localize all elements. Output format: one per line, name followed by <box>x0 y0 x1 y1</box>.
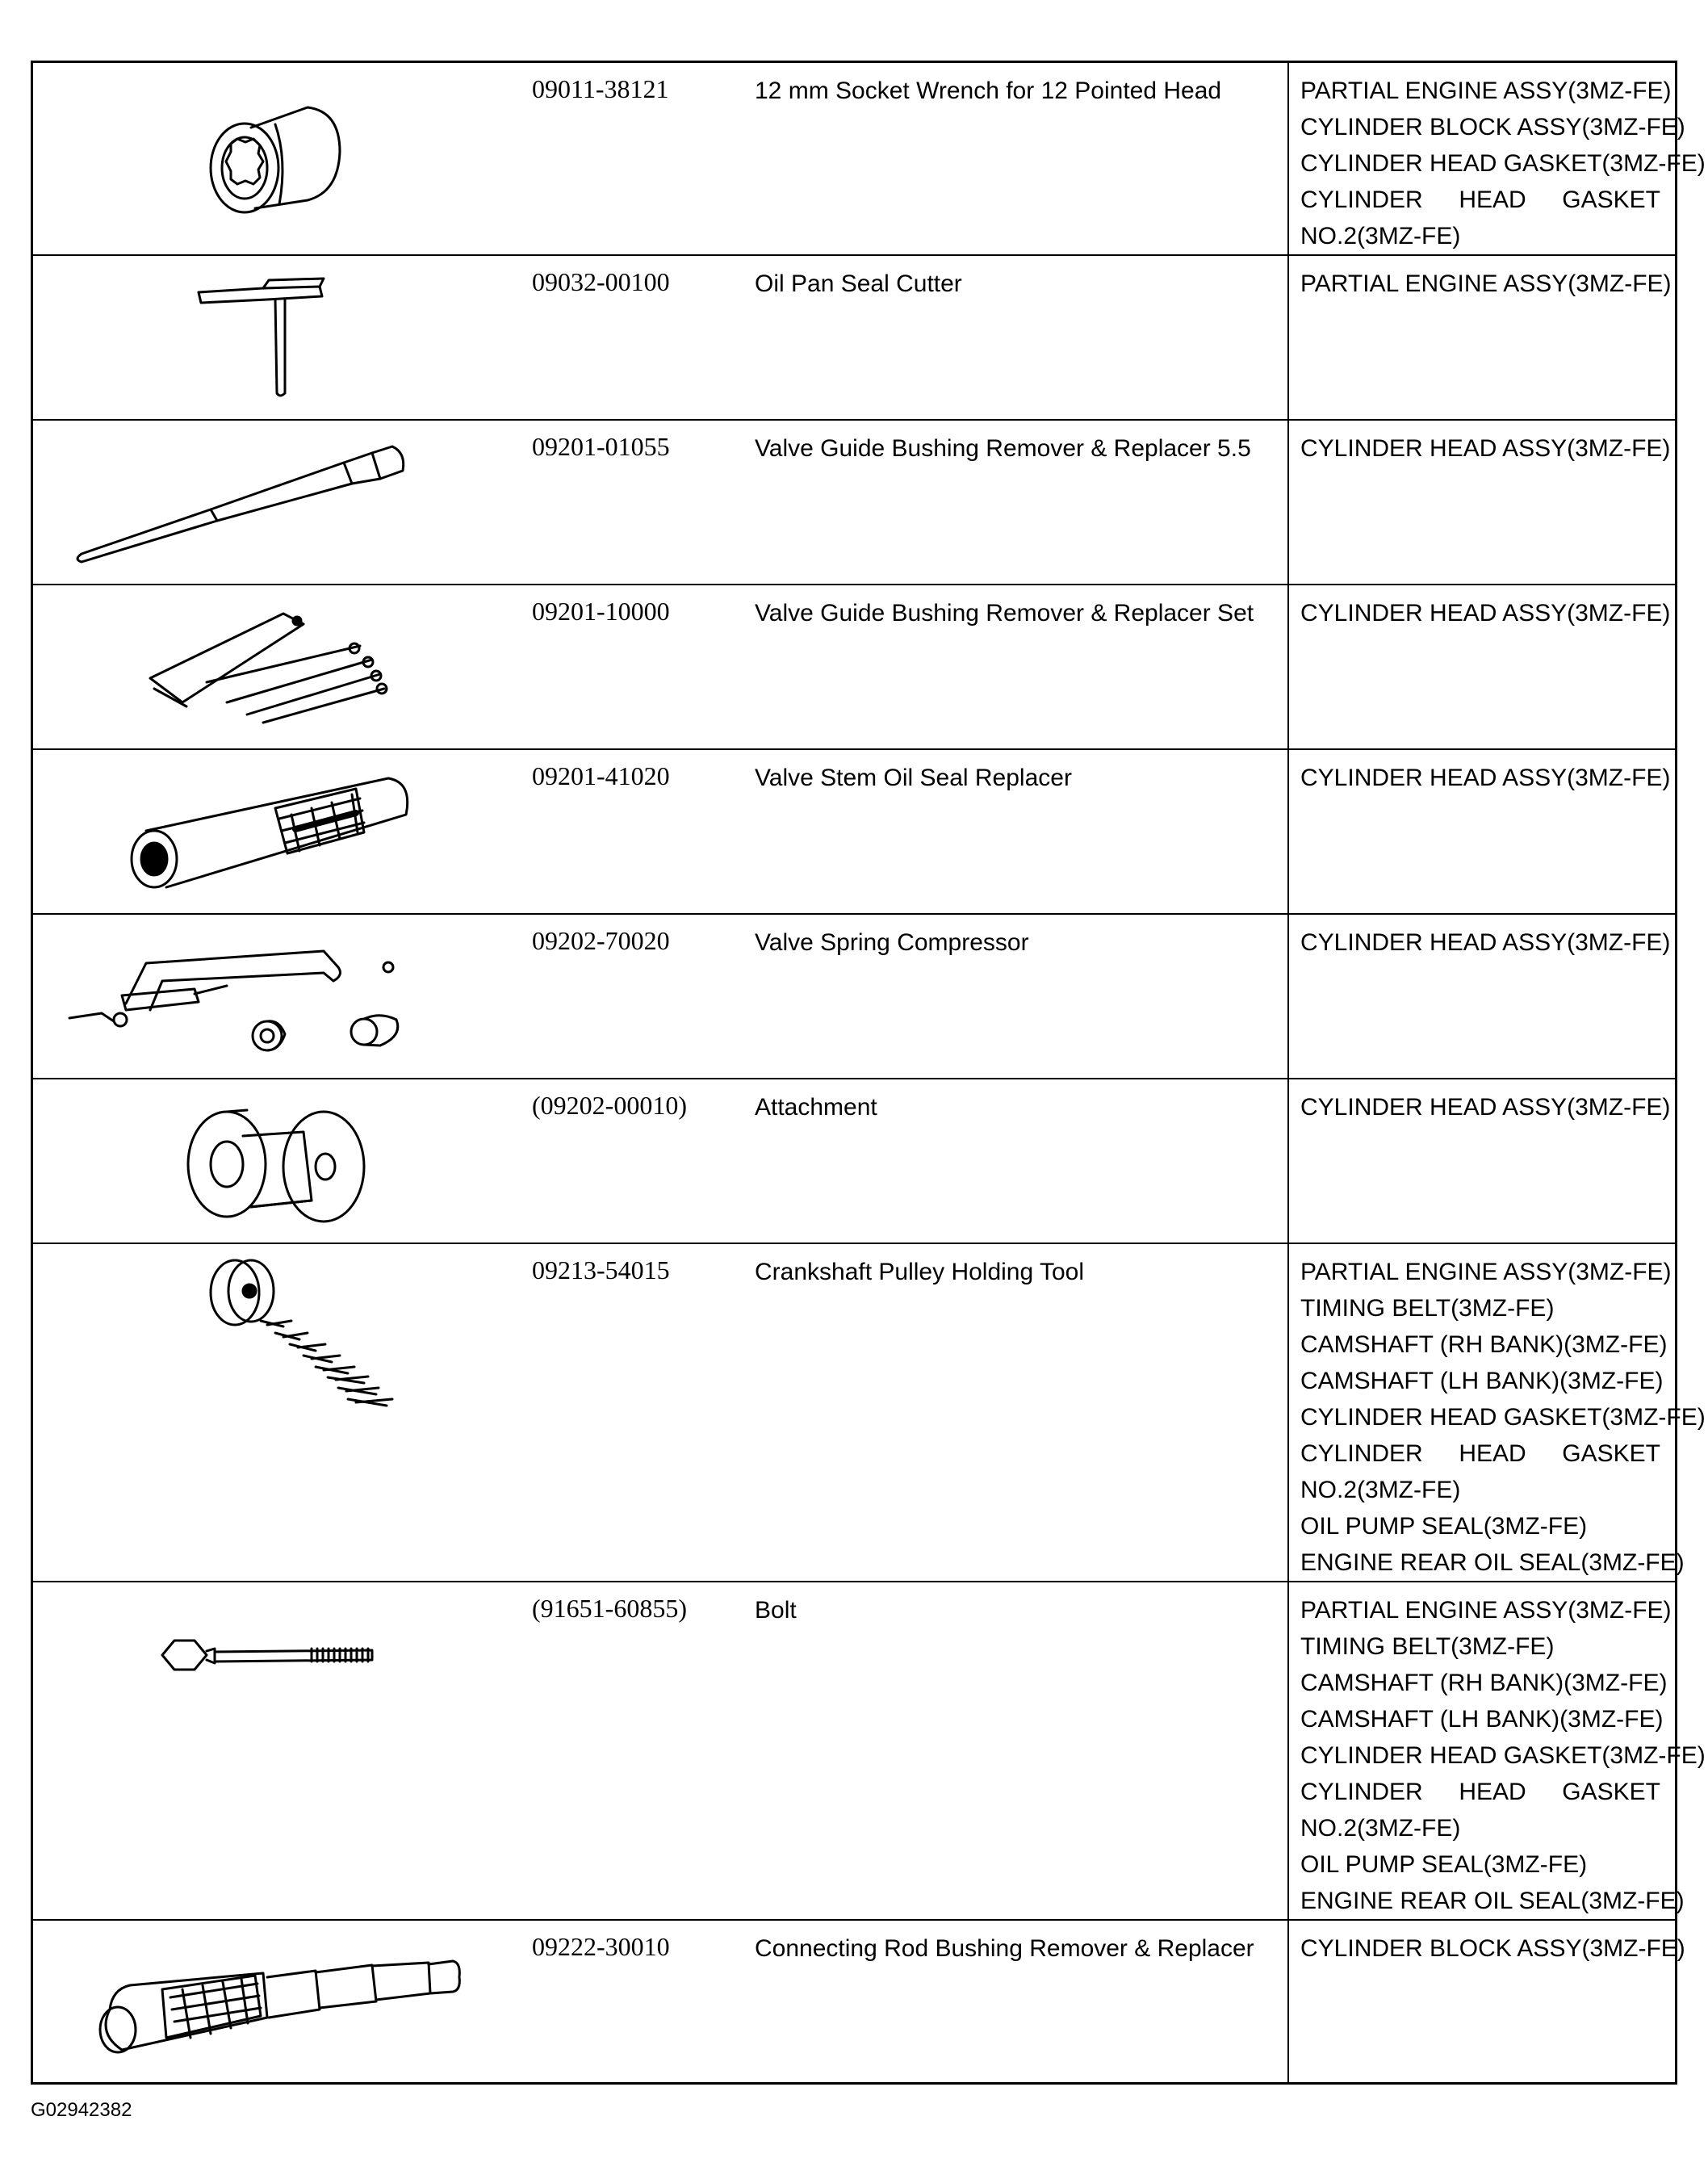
tool-table-sheet <box>31 61 1706 2085</box>
table-row <box>32 1920 1677 2084</box>
usage-list <box>1288 914 1677 1079</box>
part-number: 09213-54015 <box>517 1243 742 1582</box>
tool-illustration-cell <box>32 255 518 420</box>
usage-item: CYLINDER HEAD ASSY(3MZ-FE) <box>1300 765 1671 791</box>
table-row <box>32 1582 1677 1920</box>
usage-item: CYLINDER HEAD GASKET(3MZ-FE) <box>1300 150 1706 177</box>
part-number: 09011-38121 <box>517 62 742 256</box>
usage-item: PARTIAL ENGINE ASSY(3MZ-FE) <box>1300 1259 1672 1285</box>
usage-list <box>1288 749 1677 914</box>
usage-item: CYLINDER BLOCK ASSY(3MZ-FE) <box>1300 1935 1685 1962</box>
table-row <box>32 420 1677 585</box>
usage-item: NO.2(3MZ-FE) <box>1300 223 1461 249</box>
usage-item: PARTIAL ENGINE ASSY(3MZ-FE) <box>1300 78 1672 104</box>
attachment-icon <box>33 1079 517 1241</box>
tool-illustration-cell <box>32 420 518 585</box>
usage-item: CAMSHAFT (LH BANK)(3MZ-FE) <box>1300 1368 1664 1394</box>
usage-item: CYLINDER HEAD GASKET <box>1300 1779 1660 1805</box>
usage-list <box>1288 1920 1685 2084</box>
usage-item: TIMING BELT(3MZ-FE) <box>1300 1295 1555 1322</box>
tool-name: Oil Pan Seal Cutter <box>742 255 1288 420</box>
usage-list <box>1288 1243 1706 1582</box>
tool-illustration-cell <box>32 1079 518 1243</box>
usage-item: ENGINE REAR OIL SEAL(3MZ-FE) <box>1300 1549 1685 1576</box>
table-row <box>32 62 1677 256</box>
usage-item: CYLINDER HEAD GASKET(3MZ-FE) <box>1300 1742 1706 1769</box>
bolt-icon <box>33 1582 517 1905</box>
part-number: 09201-10000 <box>517 585 742 749</box>
tool-illustration-cell <box>32 585 518 749</box>
tool-illustration-cell <box>32 1920 518 2084</box>
tool-name: Valve Spring Compressor <box>742 914 1288 1079</box>
tool-name: Valve Guide Bushing Remover & Replacer 5.5 <box>742 420 1288 585</box>
bushing-set-icon <box>33 585 517 747</box>
usage-item: ENGINE REAR OIL SEAL(3MZ-FE) <box>1300 1888 1685 1914</box>
usage-list <box>1288 255 1677 420</box>
usage-item: CYLINDER BLOCK ASSY(3MZ-FE) <box>1300 114 1685 140</box>
tool-name: Crankshaft Pulley Holding Tool <box>742 1243 1288 1582</box>
usage-item: CAMSHAFT (RH BANK)(3MZ-FE) <box>1300 1331 1668 1358</box>
table-row <box>32 1243 1677 1582</box>
tool-name: Connecting Rod Bushing Remover & Replacer <box>742 1920 1288 2084</box>
usage-list <box>1288 1079 1677 1243</box>
usage-item: CYLINDER HEAD GASKET <box>1300 186 1660 213</box>
usage-item: TIMING BELT(3MZ-FE) <box>1300 1633 1555 1660</box>
seal-cutter-icon <box>33 256 517 417</box>
usage-item: CYLINDER HEAD GASKET <box>1300 1440 1660 1467</box>
part-number: (91651-60855) <box>517 1582 742 1920</box>
table-row <box>32 1079 1677 1243</box>
usage-item: CYLINDER HEAD ASSY(3MZ-FE) <box>1300 929 1671 956</box>
usage-item: CAMSHAFT (LH BANK)(3MZ-FE) <box>1300 1706 1664 1733</box>
tool-name: Attachment <box>742 1079 1288 1243</box>
tool-illustration-cell <box>32 749 518 914</box>
figure-id: G02942382 <box>31 2099 132 2121</box>
usage-item: PARTIAL ENGINE ASSY(3MZ-FE) <box>1300 1597 1672 1624</box>
usage-list <box>1288 420 1677 585</box>
tool-illustration-cell <box>32 914 518 1079</box>
usage-list <box>1288 1582 1706 1920</box>
usage-item: PARTIAL ENGINE ASSY(3MZ-FE) <box>1300 270 1672 297</box>
table-row <box>32 914 1677 1079</box>
part-number: 09222-30010 <box>517 1920 742 2084</box>
part-number: (09202-00010) <box>517 1079 742 1243</box>
tool-name: Valve Stem Oil Seal Replacer <box>742 749 1288 914</box>
tool-name: Bolt <box>742 1582 1288 1920</box>
rod-bushing-remover-icon <box>33 1921 517 2082</box>
usage-item: NO.2(3MZ-FE) <box>1300 1477 1461 1503</box>
part-number: 09201-01055 <box>517 420 742 585</box>
usage-item: OIL PUMP SEAL(3MZ-FE) <box>1300 1513 1588 1540</box>
usage-item: CYLINDER HEAD ASSY(3MZ-FE) <box>1300 600 1671 627</box>
usage-item: OIL PUMP SEAL(3MZ-FE) <box>1300 1851 1588 1878</box>
tool-illustration-cell <box>32 62 518 256</box>
usage-list <box>1288 62 1706 256</box>
usage-item: CAMSHAFT (RH BANK)(3MZ-FE) <box>1300 1670 1668 1696</box>
tool-name: 12 mm Socket Wrench for 12 Pointed Head <box>742 62 1288 256</box>
usage-item: CYLINDER HEAD ASSY(3MZ-FE) <box>1300 435 1671 462</box>
part-number: 09202-70020 <box>517 914 742 1079</box>
usage-item: CYLINDER HEAD GASKET(3MZ-FE) <box>1300 1404 1706 1431</box>
part-number: 09032-00100 <box>517 255 742 420</box>
usage-item: CYLINDER HEAD ASSY(3MZ-FE) <box>1300 1094 1671 1121</box>
bushing-remover-icon <box>33 421 517 582</box>
usage-item: NO.2(3MZ-FE) <box>1300 1815 1461 1842</box>
usage-list <box>1288 585 1677 749</box>
tool-name: Valve Guide Bushing Remover & Replacer Set <box>742 585 1288 749</box>
special-service-tools-table <box>31 61 1706 2085</box>
pulley-holding-tool-icon <box>33 1244 517 1567</box>
part-number: 09201-41020 <box>517 749 742 914</box>
socket-wrench-icon <box>33 63 517 249</box>
table-row <box>32 749 1677 914</box>
spring-compressor-icon <box>33 915 517 1076</box>
table-row <box>32 255 1677 420</box>
tool-illustration-cell <box>32 1582 518 1920</box>
tool-illustration-cell <box>32 1243 518 1582</box>
seal-replacer-icon <box>33 750 517 911</box>
table-row <box>32 585 1677 749</box>
